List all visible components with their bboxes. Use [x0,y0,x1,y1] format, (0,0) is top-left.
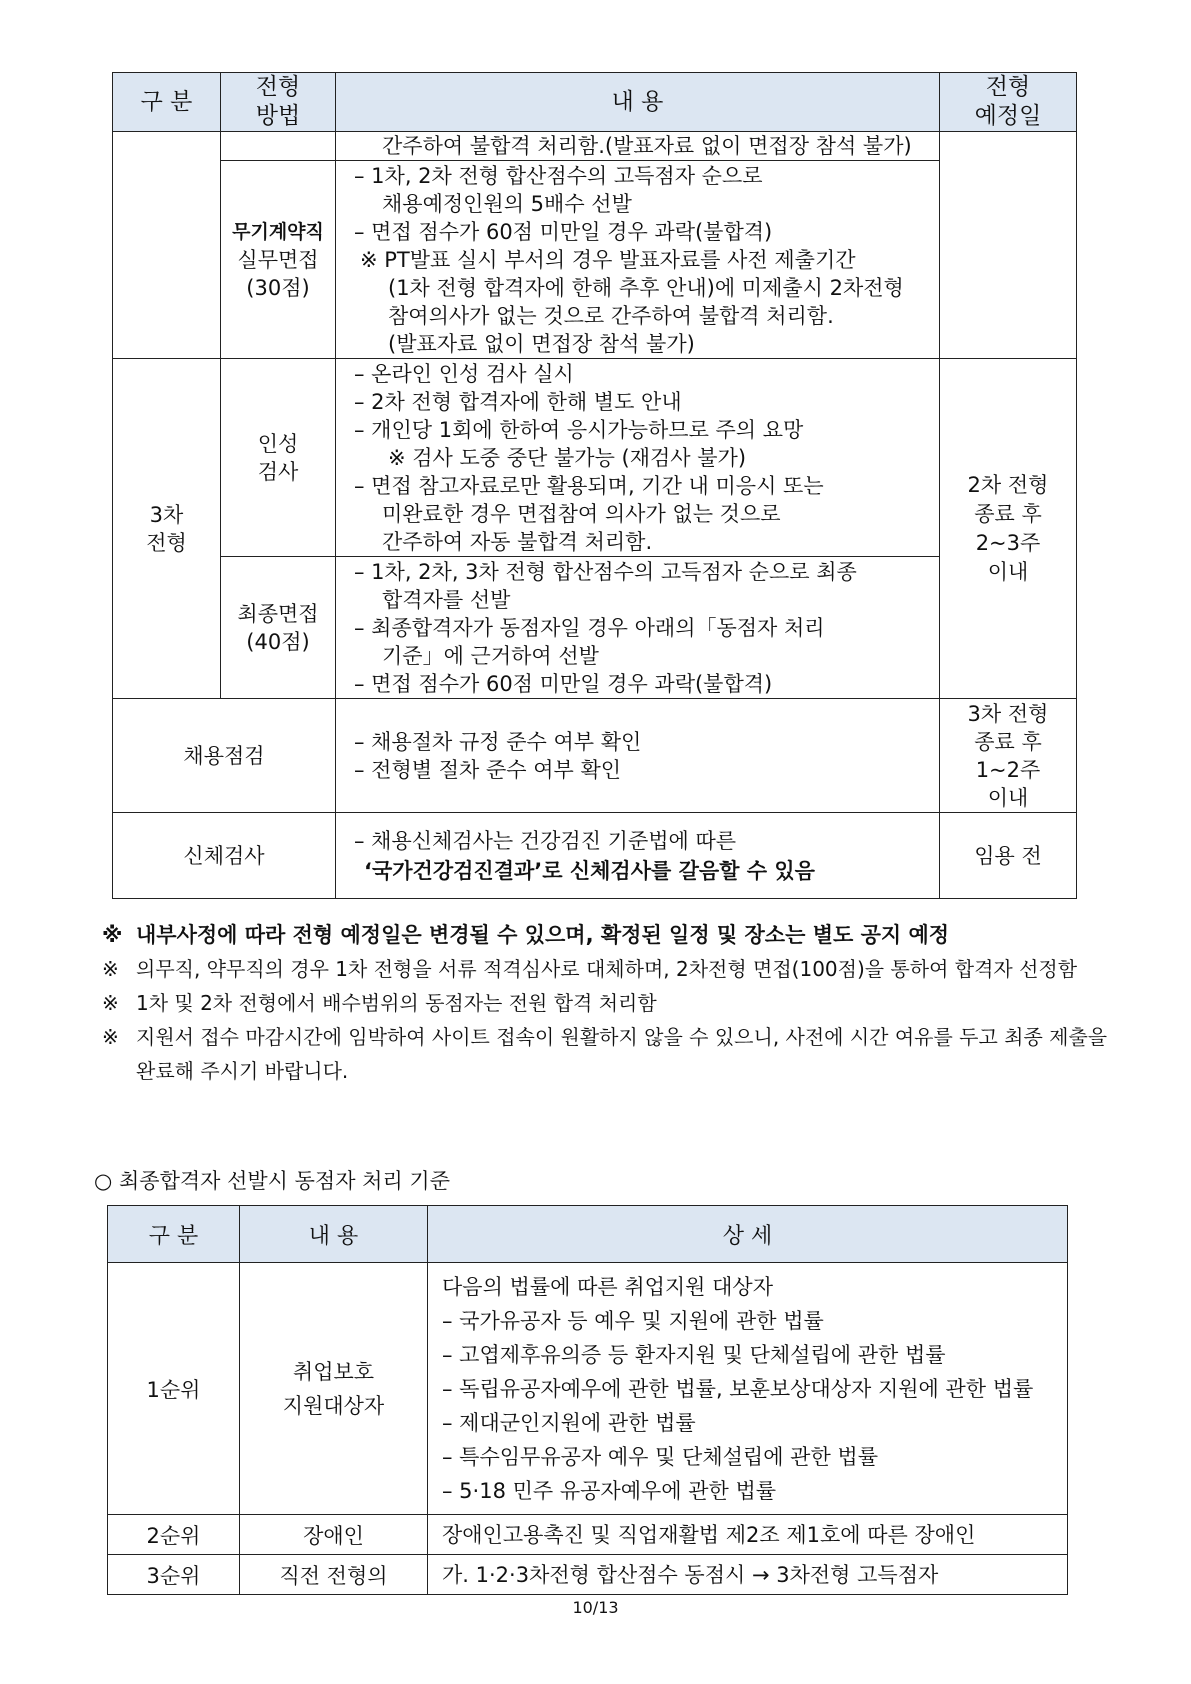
recruitment-process-table [112,72,1077,899]
indefinite-interview-method [221,161,336,359]
content-line: – 1차, 2차, 3차 전형 합산점수의 고득점자 순으로 최종 [354,559,857,584]
rank3-row [108,1555,1068,1595]
header-detail: 상 세 [428,1206,1068,1263]
note-text: 의무직, 약무직의 경우 1차 전형을 서류 적격심사로 대체하며, 2차전형 면접(100점)을 통하여 합격자 선정함 [136,957,1078,981]
rank-cell: 1순위 [108,1263,240,1515]
note-mark: ※ [102,991,119,1015]
table2-header-row [108,1206,1068,1263]
content-line: – 1차, 2차 전형 합산점수의 고득점자 순으로 [354,163,763,188]
note-mark: ※ [102,923,123,947]
rank-cell: 3순위 [108,1555,240,1595]
content-line: 참여의사가 없는 것으로 간주하여 불합격 처리함. [388,303,834,328]
rank2-row [108,1515,1068,1555]
note-text: 1차 및 2차 전형에서 배수범위의 동점자는 전원 합격 처리함 [136,991,657,1015]
indefinite-interview-content [336,161,940,359]
rank-cell: 2순위 [108,1515,240,1555]
rank1-row [108,1263,1068,1515]
content-line: – 면접 점수가 60점 미만일 경우 과락(불합격) [354,219,773,244]
table1-header-row [113,73,1077,132]
content-line: – 면접 참고자료로만 활용되며, 기간 내 미응시 또는 [354,473,824,498]
rank-detail [428,1555,1068,1595]
round3-category: 3차 전형 [113,359,221,699]
inspection-content [336,699,940,813]
note-mark: ※ [102,957,119,981]
rank-content: 직전 전형의 [240,1555,428,1595]
content-line: (발표자료 없이 면접장 참석 불가) [388,331,695,356]
rank-detail [428,1515,1068,1555]
note-text: 지원서 접수 마감시간에 임박하여 사이트 접속이 원활하지 않을 수 있으니, 사전에 시간 여유를 두고 최종 제출을 완료해 주시기 바랍니다. [136,1025,1108,1083]
tie-breaker-table [107,1205,1068,1595]
method-line: 무기계약직 [232,220,324,243]
header-category: 구 분 [113,73,221,132]
notes-section [102,918,1112,1088]
content-line: 기준」에 근거하여 선발 [382,643,599,668]
round3-schedule: 2차 전형 종료 후 2~3주 이내 [940,359,1077,699]
header-content: 내 용 [336,73,940,132]
medical-content [336,813,940,899]
detail-line: – 고엽제후유의증 등 환자지원 및 단체설립에 관한 법률 [442,1342,946,1367]
rank-content: 취업보호 지원대상자 [240,1263,428,1515]
method-line: 실무면접 [237,247,319,272]
round2-category-cell [113,132,221,359]
medical-category: 신체검사 [113,813,336,899]
round2-continuation-content [336,132,940,161]
final-interview-content [336,557,940,699]
content-line: – 전형별 절차 준수 여부 확인 [354,757,622,782]
content-line: – 2차 전형 합격자에 한해 별도 안내 [354,389,682,414]
content-line: 간주하여 자동 불합격 처리함. [382,529,653,554]
medical-schedule: 임용 전 [940,813,1077,899]
content-line: – 온라인 인성 검사 실시 [354,361,574,386]
final-interview-method: 최종면접 (40점) [221,557,336,699]
content-line: – 면접 점수가 60점 미만일 경우 과락(불합격) [354,671,773,696]
content-line: – 개인당 1회에 한하여 응시가능하므로 주의 요망 [354,417,804,442]
content-line: 채용예정인원의 5배수 선발 [382,191,632,216]
content-line: ※ 검사 도중 중단 불가능 (재검사 불가) [388,445,747,470]
note-item [102,918,1112,952]
rank-content: 장애인 [240,1515,428,1555]
indefinite-interview-row [113,161,1077,359]
rank-detail [428,1263,1068,1515]
detail-line: 가. 1·2·3차전형 합산점수 동점시 → 3차전형 고득점자 [442,1562,939,1587]
content-line: ‘국가건강검진결과’로 신체검사를 갈음할 수 있음 [364,858,815,883]
personality-test-row [113,359,1077,557]
inspection-schedule: 3차 전형 종료 후 1~2주 이내 [940,699,1077,813]
header-schedule: 전형 예정일 [940,73,1077,132]
detail-line: – 5·18 민주 유공자예우에 관한 법률 [442,1478,777,1503]
detail-line: – 독립유공자예우에 관한 법률, 보훈보상대상자 지원에 관한 법률 [442,1376,1034,1401]
note-item [102,1020,1112,1088]
note-item [102,986,1112,1020]
note-mark: ※ [102,1025,119,1049]
header-content: 내 용 [240,1206,428,1263]
header-method: 전형 방법 [221,73,336,132]
round2-continuation-row [113,132,1077,161]
content-line: 합격자를 선발 [382,587,511,612]
medical-exam-row [113,813,1077,899]
personality-test-method: 인성 검사 [221,359,336,557]
header-category: 구 분 [108,1206,240,1263]
page-number: 10/13 [572,1598,619,1617]
content-line: – 최종합격자가 동점자일 경우 아래의「동점자 처리 [354,615,825,640]
round2-method-blank [221,132,336,161]
personality-test-content [336,359,940,557]
round2-schedule-cell [940,132,1077,359]
content-line: (1차 전형 합격자에 한해 추후 안내)에 미제출시 2차전형 [388,275,904,300]
detail-line: 다음의 법률에 따른 취업지원 대상자 [442,1274,773,1299]
detail-line: 장애인고용촉진 및 직업재활법 제2조 제1호에 따른 장애인 [442,1522,976,1547]
note-text: 내부사정에 따라 전형 예정일은 변경될 수 있으며, 확정된 일정 및 장소는 별도 공지 예정 [136,923,950,947]
detail-line: – 국가유공자 등 예우 및 지원에 관한 법률 [442,1308,824,1333]
content-line: 간주하여 불합격 처리함.(발표자료 없이 면접장 참석 불가) [382,134,912,158]
content-line: – 채용신체검사는 건강검진 기준법에 따른 [354,828,737,853]
content-line: 미완료한 경우 면접참여 의사가 없는 것으로 [382,501,781,526]
content-line: ※ PT발표 실시 부서의 경우 발표자료를 사전 제출기간 [360,247,856,272]
section-title: ○ 최종합격자 선발시 동점자 처리 기준 [94,1169,450,1193]
inspection-category: 채용점검 [113,699,336,813]
recruitment-inspection-row [113,699,1077,813]
note-item [102,952,1112,986]
detail-line: – 제대군인지원에 관한 법률 [442,1410,696,1435]
method-line: (30점) [246,275,310,300]
detail-line: – 특수임무유공자 예우 및 단체설립에 관한 법률 [442,1444,878,1469]
final-interview-row [113,557,1077,699]
content-line: – 채용절차 규정 준수 여부 확인 [354,729,642,754]
